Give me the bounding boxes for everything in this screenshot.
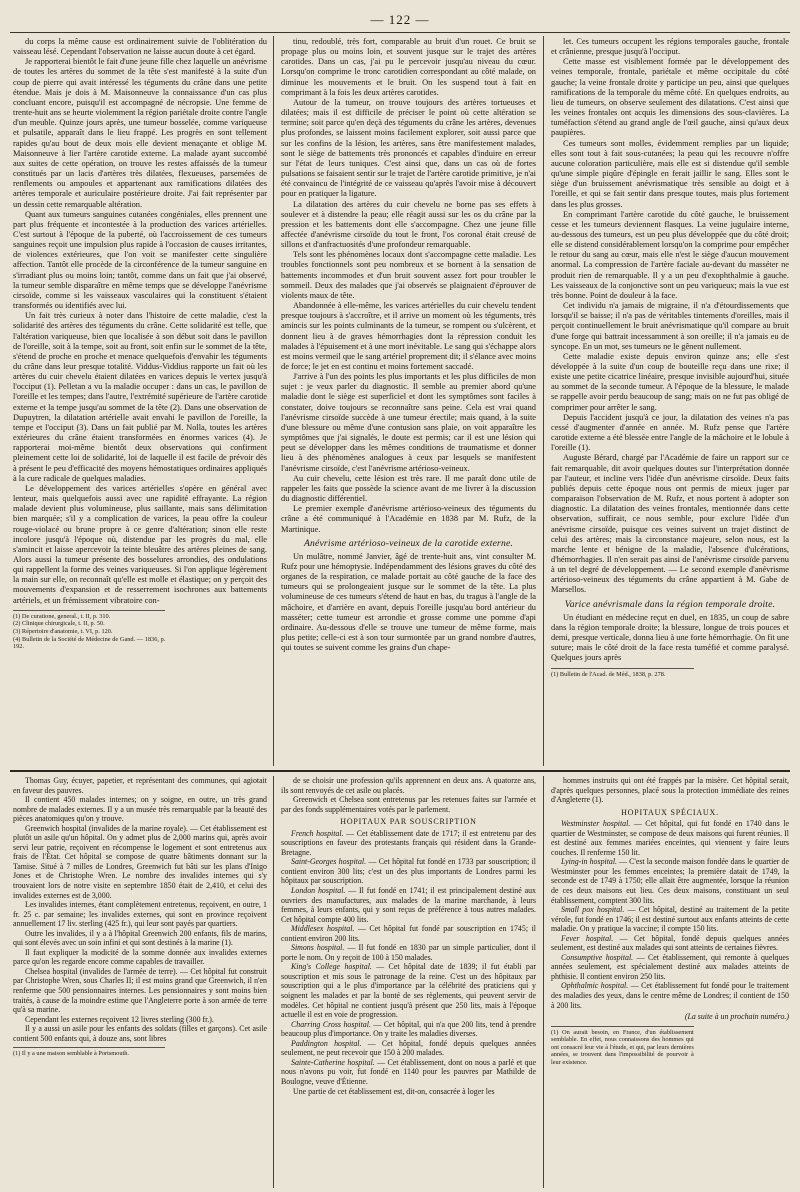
hospital-entry [281,924,536,943]
body-text [281,776,536,814]
paragraph: Il y a aussi un asile pour les enfants des soldats (filles et garçons). Cet asile contient 500 enfants qui, à douze ans, sont libres [13,1024,267,1043]
footnote: (3) Répertoire d'anatomie, t. VI, p. 120. [13,627,113,635]
body-text [281,552,536,654]
paragraph: Un mulâtre, nommé Janvier, âgé de trente-huit ans, vint consulter M. Rufz pour une hémoptysie. Indépendamment des lésions graves du côté des organes de la respiration, ce malade portait au côté gauche de la face des tumeurs qui se prolongeaient jusque sur le sommet de la tête. La plus volumineuse de ces tumeurs s'étend de haut en bas, du tragus à l'angle de la mâchoire, et d'arrière en avant, depuis l'oreille jusqu'au bord antérieur du masséter; cette tumeur est arrondie et grosse comme une pomme d'api ordinaire. Au-dessous d'elle se trouve une tumeur de même forme, mais plus petite; celle-ci est à son tour surmontée par un grand nombre d'autres, qui toutes se suivent comme les grains d'un chape- [281,551,536,653]
footnote: (1) On aurait besoin, en France, d'un établissement semblable. En effet, nous connaissons des hommes qui ont consacré leur vie à l'étude, et qui, par leurs dernières années, se trouvent dans l'impossibilité de pourvoir à leur existence. [551,1028,694,1067]
paragraph: Chelsea hospital (invalides de l'armée de terre). — Cet hôpital fut construit par Christophe Wren, sous Charles II; il est moins grand que Greenwich, il n'en renferme que 500 pensionnaires internes. Les pensionnaires y sont moins bien traités, à cause de la moindre estime que l'Angleterre porte à son armée de terre qu'à sa marine. [13,966,267,1015]
hospital-description: — Cet hôpital, fondé depuis quelques années seulement, ne peut recevoir que 150 à 200 malades. [281,1038,536,1058]
column-divider [273,36,274,766]
paragraph: Les invalides internes, étant complètement entretenus, reçoivent, en outre, 1 fr. 25 c. par semaine; les invalides externes, qui sont en province reçoivent annuellement 17 liv. sterling (425 fr.), qui leur sont payés par quartiers. [13,900,267,929]
hospital-name: Lying-in hospital. [561,857,618,867]
hospital-name: Middlesex hospital. [291,924,355,934]
hospital-list [551,819,789,1010]
hospital-description: — Cet hôpital date de 1839; il fut établi par souscription et mis sous le patronage de la reine. C'est un des hôpitaux par souscription qui a le plus d'importance par la célébrité des praticiens qui y soignent les malades et par la bonté de ses règlements, qui peuvent servir de modèles. Cet hôpital ne contient jusqu'à présent que 250 lits, mais à l'époque actuelle il est en voie de progression. [281,962,536,1020]
hospital-entry [551,981,789,1010]
hospital-list [281,829,536,1087]
footnote: (2) Clinique chirurgicale, t. II, p. 50. [13,620,105,628]
paragraph: Tels sont les phénomènes locaux dont s'accompagne cette maladie. Les troubles fonctionnels sont peu nombreux et se bornent à la sensation de battements incommodes et d'un bruit souvent assez fort pour troubler le sommeil. Deux des malades que j'ai observés se plaignaient d'éprouver de violents maux de tête. [281,250,536,300]
paragraph: Un étudiant en médecine reçut en duel, en 1835, un coup de sabre dans la région temporale droite; la blessure, longue de trois pouces et demi, presque verticale, donna lieu à une forte hémorrhagie. On fit une suture; mais le côté droit de la face resta tuméfié et comme paralysé. Quelques jours après [551,612,789,663]
hospital-name: Fever hospital. [561,933,614,943]
paragraph: Auguste Bérard, chargé par l'Académie de faire un rapport sur ce fait remarquable, dit avoir quelques doutes sur l'interprétation donnée par l'auteur, et incline vers l'idée d'un anévrisme cirsoïde. Deux faits publiés depuis cette époque nous ont permis de mieux juger par comparaison l'observation de M. Rufz, et nous portent à adopter son diagnostic. La dilatation des veines frontales, mentionnée dans cette observation, suffirait, ce nous semble, pour exclure l'idée d'un anévrisme cirsoïde, puisque ces veines suivent un trajet distinct de celui des artères; mais la circonstance majeure, selon nous, est la marche lente et bénigne de la maladie, l'absence d'ulcérations, d'hémorrhagies. Il n'en serait pas ainsi de l'anévrisme cirsoïde parvenu à un tel degré de développement. — Le second exemple d'anévrisme artérioso-veineux des téguments du crâne appartient à M. Gabe de Marsellos. [551,453,789,595]
upper-column-2 [281,37,536,764]
column-divider [543,36,544,766]
upper-column-1 [13,37,267,764]
footnote: (1) Il y a une maison semblable à Portsmouth. [13,1050,129,1058]
hospital-entry [551,953,789,982]
hospital-description: — Il fut fondé en 1830 par un simple particulier, dont il porte le nom. On y reçoit de 100 à 150 malades. [281,943,536,962]
hospital-name: Charring Cross hospital. [291,1019,371,1029]
lower-column-2 [281,776,536,1186]
footnotes [13,1047,165,1058]
hospital-name: Ophthalmic hospital. [561,981,629,991]
hospital-entry [281,1020,536,1039]
section-divider [10,770,790,772]
paragraph: Cette masse est visiblement formée par le développement des veines temporale, frontale, pariétale et même occipitale du côté gauche; la veine frontale droite y participe un peu, ainsi que quelques ramifications de la temporale du même côté. En quelques endroits, au lieu de tumeurs, on observe seulement des dilatations. C'est ainsi que les veines frontales ont acquis les dimensions des sous-clavières. La tuméfaction s'étend au grand angle de l'œil gauche, ainsi qu'aux deux paupières. [551,57,789,138]
paragraph: Cet individu n'a jamais de migraine, il n'a d'étourdissements que lorsqu'il se baisse; il n'a pas de véritables tintements d'oreilles, mais il perçoit continuellement le bruit anévrismatique qu'il compare au bruit d'une forge qui battrait incessamment à son oreille; il n'a jamais eu de syncope. En un mot, ses tumeurs ne le gênent nullement. [551,301,789,351]
paragraph: Il contient 450 malades internes; on y soigne, en outre, un très grand nombre de malades externes. Il y a un musée très remarquable par la beauté des pièces anatomiques qu'on y trouve. [13,795,267,824]
continued-note: (La suite à un prochain numéro.) [684,1012,789,1022]
section-heading: HOPITAUX SPÉCIAUX. [621,807,719,817]
footnotes [551,668,694,679]
paragraph: Depuis l'accident jusqu'à ce jour, la dilatation des veines n'a pas cessé d'augmenter d'année en année. M. Rufz pense que l'artère carotide externe a été blessée entre l'angle de la mâchoire et le lobule à l'oreille (1). [551,412,789,453]
paragraph: Le premier exemple d'anévrisme artérioso-veineux des téguments du crâne a été communiqué à l'Académie en 1838 par M. Rufz, de la Martinique. [281,504,536,534]
section-heading: Varice anévrismale dans la région temporale droite. [564,598,776,610]
hospital-entry [281,829,536,858]
body-text [281,37,536,535]
hospital-description: — Cet hôpital, fondé depuis quelques années seulement, est destiné aux malades qui sont atteints de certaines fièvres. [551,933,789,953]
hospital-entry [551,905,789,934]
page-number: — 122 — [370,12,430,27]
hospital-description: — Cet hôpital, qui n'a que 200 lits, tend à prendre beaucoup plus d'importance. On y traite les maladies diverses. [281,1019,536,1039]
hospital-description: — Cet établissement date de 1717; il est entretenu par des souscriptions en faveur des protestants français qui résident dans la Grande-Bretagne. [281,828,536,857]
paragraph: Ces tumeurs sont molles, évidemment remplies par un liquide; elles sont tout à fait sous-cutanées; la peau qui les recouvre n'offre aucune coloration particulière, mais elle est si distendue qu'il semble qu'une simple piqûre d'épingle en ferait jaillir le sang. Elles sont le siège d'un bruissement anévrismatique très sensible au doigt et à l'oreille, et qui se fait sentir dans presque toutes, mais plus fortement dans les plus grosses. [551,138,789,209]
hospital-description: — Il fut fondé en 1741; il est principalement destiné aux ouvriers des manufactures, aux malades de la marine marchande, à leurs femmes, à leurs enfants, qui y sont reçus de préférence à tous autres malades. Cet hôpital compte 400 lits. [281,886,536,924]
paragraph: J'arrive à l'un des points les plus importants et les plus difficiles de mon sujet : je veux parler du diagnostic. Il semble au premier abord qu'une maladie dont le siège est superficiel et dont les symptômes sont faciles à constater, doive toujours se reconnaître sans peine. Cela est vrai quand l'anévrisme cirsoïde succède à une tumeur érectile; mais quand, à la suite d'une blessure ou même d'une contusion sans plaie, on voit apparaître les symptômes que j'ai signalés, le doute est permis; car il est une lésion qui peut se développer dans les mêmes conditions de traumatisme et donner lieu à des phénomènes analogues à ceux par lesquels se manifestent l'anévrisme cirsoïde, c'est l'anévrisme artérioso-veineux. [281,372,536,473]
upper-column-3 [551,37,789,764]
hospital-entry [281,886,536,924]
footnotes [13,610,165,651]
hospital-description: — Cet établissement, qui remonte à quelques années seulement, est spécialement destiné aux malades atteints de phthisie. Il contient environ 250 lits. [551,952,789,981]
hospital-entry [551,934,789,953]
paragraph: Cette maladie existe depuis environ quinze ans; elle s'est développée à la suite d'un coup de bouteille reçu dans une rixe; il existe une petite cicatrice linéaire, presque invisible aujourd'hui, située au sommet de la seconde tumeur. A l'époque de la blessure, le malade se rappelle avoir perdu beaucoup de sang; mais on ne fut pas obligé de comprimer pour arrêter le sang. [551,351,789,412]
paragraph: Outre les invalides, il y a à l'hôpital Greenwich 200 enfants, fils de marins, qui sont élevés avec un soin infini et qui sont destinés à la marine (1). [13,928,267,948]
hospital-entry [281,962,536,1019]
hospital-name: King's College hospital. [291,962,372,972]
body-text [13,37,267,606]
footnote: (4) Bulletin de la Société de Médecine de Gand. — 1836, p. 192. [13,635,166,651]
hospital-entry [551,857,789,905]
paragraph: du corps la même cause est ordinairement suivie de l'oblitération du vaisseau lésé. Cependant l'observation ne laisse aucun doute à cet égard. [13,37,267,57]
paragraph: de se choisir une profession qu'ils apprennent en deux ans. A quatorze ans, ils sont renvoyés de cet asile ou placés. [281,776,536,795]
paragraph: Abandonnée à elle-même, les varices artérielles du cuir chevelu tendent presque toujours à s'accroître, et il arrive un moment où les téguments, très amincis sur les points culminants de la tumeur, se rompent ou s'ulcèrent, et donnent lieu à de graves hémorrhagies dont la répression conduit les malades à l'épuisement et à une mort inévitable. Le sang qui s'échappe alors est moins vermeil que le sang artériel proprement dit; il s'élance avec moins de force; le jet en est continu et moins fortement saccadé. [281,301,536,371]
hospital-name: Sainte-Catherine hospital. [291,1057,375,1067]
hospital-name: London hospital. [291,886,346,896]
paragraph: tinu, redoublé, très fort, comparable au bruit d'un rouet. Ce bruit se propage plus ou moins loin, et souvent jusque sur le trajet des artères carotides. Dans un cas, j'ai pu le percevoir jusqu'au niveau du cœur. Lorsqu'on comprime le tronc carotidien correspondant au côté malade, on diminue les mouvements et le bruit. On les suspend tout à fait en comprimant à la fois les deux artères carotides. [281,37,536,97]
hospital-description: — Cet établissement, dont on nous a parlé et que nous n'avons pu voir, fut fondé en 1140 pour les pauvres par Mathilde de Boulogne, veuve d'Étienne. [281,1057,536,1086]
lower-column-3 [551,776,789,1186]
paragraph: La dilatation des artères du cuir chevelu ne borne pas ses effets à soulever et à distendre la peau; elle réagit aussi sur les os du crâne par la pression et les battements dont elle s'accompagne. Chez une jeune fille affectée d'anévrisme cirsoïde du tout le front, l'os coronal était creusé de sillons et d'anfractuosités d'une profondeur remarquable. [281,199,536,250]
column-divider [543,776,544,1188]
hospital-entry [281,943,536,962]
paragraph: Greenwich et Chelsea sont entretenus par les retenues faites sur l'armée et par des fonds supplémentaires votés par le parlement. [281,795,536,814]
section-heading: Anévrisme artérioso-veineux de la carotide externe. [303,537,514,549]
hospital-name: French hospital. [291,828,344,838]
hospital-name: Westminster hospital. [561,819,631,829]
paragraph: En comprimant l'artère carotide du côté gauche, le bruissement cesse et les tumeurs deviennent flasques. La veine jugulaire interne, au-dessous des tumeurs, est un peu plus développée que du côté droit; elle se distend considérablement lorsqu'on la comprime pour empêcher le retour du sang au cœur, mais elle n'est le siège d'aucun mouvement anormal. La compression de l'artère faciale au-devant du masséter ne produit rien de remarquable. Il y a un peu d'exophthalmie à gauche. Les vaisseaux de la conjonctive sont un peu variqueux; mais la vue est très bonne. Point de douleur à la face. [551,209,789,300]
header-rule [10,32,790,33]
hospital-name: Paddington hospital. [291,1038,362,1048]
hospital-name: Simons hospital. [291,943,345,953]
hospital-name: Consumptive hospital. [561,952,634,962]
paragraph: Greenwich hospital (invalides de la marine royale). — Cet établissement est plutôt un asile qu'un hôpital. On y admet plus de 2,000 marins qui, après avoir servi leur patrie, reçoivent en récompense le logement et sont entretenus aux frais de l'État. Cet hôpital se compose de quatre bâtiments donnant sur la Tamise. Situé à 7 milles de Londres, Greenwich fut bâti sur les plans d'Inigo Jones et de Christophe Wren. Le nombre des invalides internes qui s'y trouvaient lors de notre visite en septembre 1850 était de 2,410, et celui des invalides externes est de 3,000. [13,823,267,900]
hospital-entry [281,1058,536,1087]
hospital-description: — Cet hôpital fut fondé en 1733 par souscription; il contient environ 300 lits; c'est un des plus importants de Londres parmi les hôpitaux par souscription. [281,857,536,886]
lower-column-1 [13,776,267,1186]
hospital-name: Small pox hospital. [561,905,625,915]
paragraph: Autour de la tumeur, on trouve toujours des artères tortueuses et dilatées; mais il est difficile de préciser le point où cette altération se termine; soit parce qu'en deçà des téguments du crâne les artères, devenues plus profondes, se laissent moins facilement explorer, soit aussi parce que sur les confins de la lésion, les artères, sans être manifestement malades, sont le siège de battements très prononcés et capables d'induire en erreur sur l'état de leurs tuniques. C'est ainsi que, dans un cas où de fortes pulsations se faisaient sentir sur le trajet de l'artère carotide primitive, je n'ai été convaincu de l'intégrité de ce vaisseau qu'après l'avoir mise à découvert pour en pratiquer la ligature. [281,97,536,199]
hospital-name: Saint-Georges hospital. [291,857,367,867]
paragraph: hommes instruits qui ont été frappés par la misère. Cet hôpital serait, d'après quelques personnes, placé sous la protection immédiate des reines d'Angleterre (1). [551,776,789,805]
paragraph: Il faut expliquer la modicité de la somme donnée aux invalides externes parce qu'on les regarde encore comme capables de travailler. [13,947,267,967]
paragraph: let. Ces tumeurs occupent les régions temporales gauche, frontale et crânienne, presque jusqu'à l'occiput. [551,37,789,57]
hospital-description: — Cet hôpital fut fondé par souscription en 1745; il contient environ 200 lits. [281,924,536,943]
footnote: (1) Bulletin de l'Acad. de Méd., 1838, p. 278. [551,670,666,678]
paragraph: Quant aux tumeurs sanguines cutanées congéniales, elles prennent une part plus fréquente et incontestée à la production des varices artérielles. C'est surtout à l'époque de la puberté, où l'accroissement de ces tumeurs sanguines reçoit une impulsion plus rapide à l'occasion de causes irritantes, de violences extérieures, que l'on voit se manifester cette singulière affection. Tantôt elle procède de la circonférence de la tumeur sanguine en s'irradiant plus ou moins loin; tantôt, comme dans un fait que j'ai observé, la tumeur semble disparaître en même temps que se développe l'anévrisme cirsoïde, comme si les vaisseaux vasculaires qui la constituent s'étaient transformés ou identifiés avec lui. [13,209,267,311]
body-text [13,776,267,1043]
footnote: (1) De curatione, general., t. II, p. 310. [13,612,111,620]
paragraph: Un fait très curieux à noter dans l'histoire de cette maladie, c'est la solidarité des artères des téguments du crâne. Cette solidarité est telle, que l'altération variqueuse, bien que localisée à son début soit dans le pavillon de l'oreille, soit à la tempe, soit au front, soit enfin sur le sommet de la tête, s'étend de proche en proche et menace quelquefois d'envahir les téguments du crâne dans leur presque totalité. Viddus-Viddius rapporte un fait où les artères du cuir chevelu étaient dilatées en varices depuis le vertex jusqu'à l'occiput (1). Pelletan a vu la maladie occuper : dans un cas, le pavillon de l'oreille et les tempes; dans l'autre, l'extrémité supérieure de l'artère carotide externe et la tempe jusqu'au sommet de la tête (2). Dans une observation de Dupuytren, la dilatation artérielle avait envahi le pavillon de l'oreille, la tempe et l'occiput (3). Dans un fait publié par M. Nolla, toutes les artères extérieures du crâne étaient transformées en énormes varices (4). Je rapporterai moi-même bientôt deux observations qui confirment pleinement cette loi de solidarité, loi de laquelle il est facile de prévoir dès à présent le peu d'efficacité des moyens hémostatiques ordinaires appliqués à la cure radicale de quelques maladies. [13,311,267,483]
hospital-entry [281,1039,536,1058]
body-text [551,37,789,596]
paragraph: Le développement des varices artérielles s'opère en général avec lenteur, mais quelquefois aussi avec une rapidité effrayante. La région malade devient plus volumineuse, plus saillante, mais sans délimitation bien marquée; s'il y a complication de varices, la peau offre la couleur rouge-violacé ou brune propre à ce genre d'altération; sinon elle reste incolore jusqu'à l'époque où, distendue par les progrès du mal, elle s'amincit et laisse apercevoir la teinte bleuâtre des artères pleines de sang. Alors aussi la tumeur présente des bosselures arrondies, des ondulations qui rappellent la forme des veines variqueuses. Si l'on applique légèrement la main sur elle, on reconnaît qu'elle est molle et élastique; on y perçoit des mouvements d'expansion et de resserrement isochrones aux battements artériels, et un frémissement vibratoire con- [13,483,267,605]
paragraph: Thomas Guy, écuyer, papetier, et représentant des communes, qui agiotait en faveur des pauvres. [13,776,267,795]
column-divider [273,776,274,1188]
paragraph: Cependant les externes reçoivent 12 livres sterling (300 fr.). [25,1014,214,1024]
hospital-entry [551,819,789,857]
hospital-description: — Cet hôpital, destiné au traitement de la petite vérole, fut fondé en 1746; il est destiné surtout aux enfants atteints de cette maladie. On y pratique la vaccine; il compte 150 lits. [551,905,789,934]
paragraph: Au cuir chevelu, cette lésion est très rare. Il me paraît donc utile de rappeler les faits que possède la science avant de me livrer à la discussion du diagnostic différentiel. [281,473,536,504]
hospital-description: — Cet hôpital, qui fut fondé en 1740 dans le quartier de Westminster, se compose de deux maisons qui furent réunies. Il est destiné aux femmes mariées enceintes, qui viennent y faire leurs couches. Il renferme 150 lit. [551,819,789,857]
body-text [551,776,789,805]
hospital-description: — Cet établissement fut fondé pour le traitement des maladies des yeux, dans le centre même de Londres; il contient de 150 à 200 lits. [551,981,789,1010]
section-heading: HOPITAUX PAR SOUSCRIPTION [340,817,477,827]
body-text [551,613,789,664]
hospital-entry [281,857,536,886]
footnotes [551,1026,694,1067]
paragraph: Je rapporterai bientôt le fait d'une jeune fille chez laquelle un anévrisme de toutes les artères du sommet de la tête s'est manifesté à la suite d'un coup de pierre qui avait intéressé les téguments du crâne dans une petite étendue. Mais je dois à M. Maisonneuve la connaissance d'un cas plus concluant encore, puisqu'il est accompagné de nécropsie. Une femme de trente-huit ans se heurte violemment la région pariétale droite contre l'angle d'un meuble. Quinze jours après, une tumeur bosselée, comme variqueuse et pulsatile, apparaît dans le lieu frappé. Les progrès en sont tellement rapides qu'au bout de deux mois elle devient menaçante et oblige M. Maisonneuve à lier l'artère carotide externe. La malade ayant succombé aux suites de cette opération, on trouve les restes affaissés de la tumeur constitués par un lacis d'artères très dilatées, flexueuses, parsemées de renflements ou ampoules et appartenant aux ramifications dilatées des artères temporale et auriculaire postérieure droite. J'ai fait représenter par un dessin cette remarquable altération. [13,57,267,209]
hospital-description: — C'est la seconde maison fondée dans le quartier de Westminster pour les femmes enceintes; la première datait de 1749, la seconde est de 1749 à 1750; elle allait être augmentée, lorsque la réunion de ces deux maisons eut lieu. Ces deux maisons, constituant un seul établissement, comptent 300 lits. [551,857,789,905]
closing-text: Une partie de cet établissement est, dit-on, consacrée à loger les [293,1086,495,1096]
